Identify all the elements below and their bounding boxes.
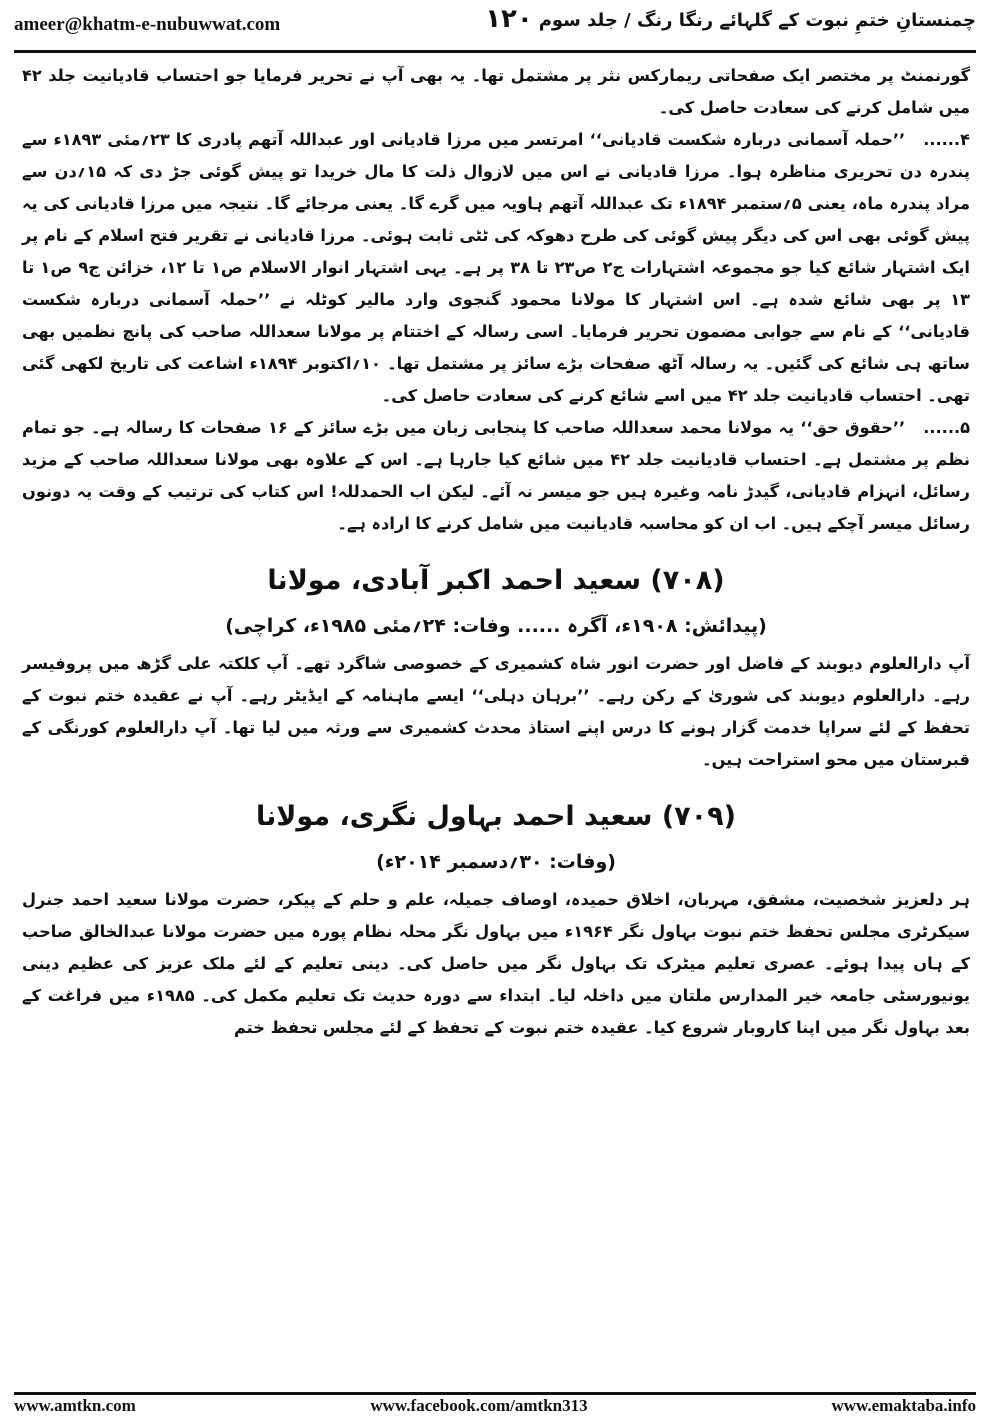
book-title: چمنستانِ ختمِ نبوت کے گلہائے رنگا رنگ / جلد سوم — [538, 10, 976, 31]
footer-link-facebook[interactable]: www.facebook.com/amtkn313 — [370, 1396, 588, 1415]
section-body-709: ہر دلعزیز شخصیت، مشفق، مہربان، اخلاق حمیدہ، اوصاف جمیلہ، علم و حلم کے پیکر، حضرت مولانا سعید احمد جنرل سیکرٹری مجلس تحفظ ختم نبوت بہاول نگر ۱۹۶۴ء میں بہاول نگر محلہ نظام پورہ میں حضرت مولانا عبدالخالق صاحب کے ہاں پیدا ہوئے۔ عصری تعلیم میٹرک تک بہاول نگر میں حاصل کی۔ دینی تعلیم کے لئے ملک عزیز کی عظیم دینی یونیورسٹی جامعہ خیر المدارس ملتان میں داخلہ لیا۔ ابتداء سے دورہ حدیث تک تعلیم مکمل کی۔ ۱۹۸۵ء میں فراغت کے بعد بہاول نگر میں اپنا کاروبار شروع کیا۔ عقیدہ ختم نبوت کے تحفظ کے لئے مجلس تحفظ ختم — [22, 890, 970, 1037]
section-dates-709: (وفات: ۳۰؍دسمبر ۲۰۱۴ء) — [376, 851, 616, 873]
section-body-708: آپ دارالعلوم دیوبند کے فاضل اور حضرت انور شاہ کشمیری کے خصوصی شاگرد تھے۔ آپ کلکتہ علی گڑھ میں پروفیسر رہے۔ دارالعلوم دیوبند کی شوریٰ کے رکن رہے۔ ’’برہان دہلی‘‘ ایسے ماہنامہ کے ایڈیٹر رہے۔ آپ نے عقیدہ ختم نبوت کے تحفظ کے لئے سراپا خدمت گزار ہونے کا درس اپنے استاذ محدث کشمیری سے ورثہ میں لیا تھا۔ آپ دارالعلوم کورنگی کے قبرستان میں محو استراحت ہیں۔ — [22, 654, 970, 769]
section-dates-708: (پیدائش: ۱۹۰۸ء، آگرہ ...... وفات: ۲۴؍مئی ۱۹۸۵ء، کراچی) — [225, 615, 767, 637]
page-body — [22, 60, 970, 1044]
paragraph-item-5 — [22, 412, 970, 540]
paragraph-text: گورنمنٹ پر مختصر ایک صفحاتی ریمارکس نثر پر مشتمل تھا۔ یہ بھی آپ نے تحریر فرمایا جو احتساب قادیانیت جلد ۴۲ میں شامل کرنے کی سعادت حاصل کی۔ — [22, 66, 970, 117]
page-footer — [14, 1396, 976, 1418]
header-email: ameer@khatm-e-nubuwwat.com — [14, 14, 281, 35]
header-divider — [14, 50, 976, 53]
paragraph-continued — [22, 60, 970, 124]
section-heading-708: (۷۰۸) سعید احمد اکبر آبادی، مولانا — [267, 565, 725, 596]
paragraph-item-4 — [22, 124, 970, 412]
footer-link-amtkn[interactable]: www.amtkn.com — [14, 1396, 136, 1415]
footer-divider — [14, 1392, 976, 1395]
item-number: ۵...... — [923, 418, 971, 437]
page-header — [14, 4, 976, 50]
item-number: ۴...... — [923, 130, 970, 149]
paragraph-text: ’’حقوق حق‘‘ یہ مولانا محمد سعداللہ صاحب کا پنجابی زبان میں بڑے سائز کے ۱۶ صفحات کا رسالہ ہے۔ جو تمام نظم پر مشتمل ہے۔ احتساب قادیانیت جلد ۴۲ میں شائع کیا جارہا ہے۔ اس کے علاوہ بھی مولانا سعداللہ صاحب کے مزید رسائل، انہزام قادیانی، گیدڑ نامہ وغیرہ ہیں جو میسر نہ آئے۔ لیکن اب الحمدللہ! اس کتاب کی ترتیب کے وقت یہ دونوں رسائل میسر آچکے ہیں۔ اب ان کو محاسبہ قادیانیت میں شامل کرنے کا ارادہ ہے۔ — [22, 418, 970, 533]
section-heading-709: (۷۰۹) سعید احمد بہاول نگری، مولانا — [256, 801, 736, 832]
page-number: ۱۲۰ — [485, 4, 533, 34]
footer-link-emaktaba[interactable]: www.emaktaba.info — [831, 1396, 976, 1415]
paragraph-text: ’’حملہ آسمانی دربارہ شکست قادیانی‘‘ امرتسر میں مرزا قادیانی اور عبداللہ آتھم پادری کا ۲۳؍مئی ۱۸۹۳ء سے پندرہ دن تحریری مناظرہ ہوا۔ مرزا قادیانی نے اس میں لازوال ذلت کا مال خریدا تو پیش گوئی جڑ دی کہ ۱۵؍دن سے مراد پندرہ ماہ، یعنی ۵؍ستمبر ۱۸۹۴ء تک عبداللہ آتھم ہاویہ میں گرے گا۔ یعنی مرجائے گا۔ نتیجہ میں مرزا قادیانی کی یہ پیش گوئی بھی اس کی دیگر پیش گوئی کی طرح دھوکہ کی ٹٹی ثابت ہوئی۔ مرزا قادیانی نے تقریر فتح اسلام کے نام پر ایک اشتہار شائع کیا جو مجموعہ اشتہارات ج۲ ص۲۳ تا ۳۸ پر ہے۔ یہی اشتہار انوار الاسلام ص۱ تا ۱۲، خزائن ج۹ ص۱ تا ۱۳ پر بھی شائع شدہ ہے۔ اس اشتہار کا مولانا محمود گنجوی وارد مالیر کوٹلہ نے ’’حملہ آسمانی دربارہ شکست قادیانی‘‘ کے نام سے جوابی مضمون تحریر فرمایا۔ اسی رسالہ کے اختتام پر مولانا سعداللہ صاحب کی پانچ نظمیں بھی ساتھ ہی شائع کی گئیں۔ یہ رسالہ آٹھ صفحات بڑے سائز پر مشتمل تھا۔ ۱۰؍اکتوبر ۱۸۹۴ء اشاعت کی تاریخ لکھی گئی تھی۔ احتساب قادیانیت جلد ۴۲ میں اسے شائع کرنے کی سعادت حاصل کی۔ — [22, 130, 970, 405]
